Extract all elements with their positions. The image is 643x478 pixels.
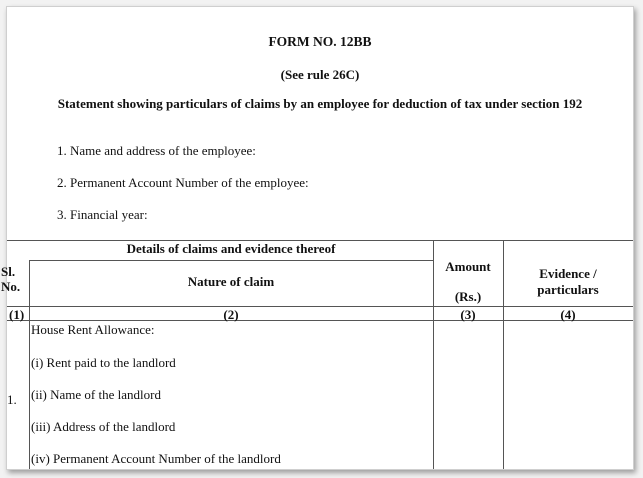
row-1-item-landlord-pan: (iv) Permanent Account Number of the landlord	[31, 451, 281, 466]
group-header-divider	[29, 260, 433, 261]
field-employee-name-address: 1. Name and address of the employee:	[57, 143, 256, 158]
form-sheet	[1, 6, 634, 470]
column-header-nature-of-claim: Nature of claim	[187, 274, 275, 289]
column-number-2: (2)	[223, 307, 239, 322]
column-number-4: (4)	[560, 307, 576, 322]
sl-column-divider	[29, 260, 30, 469]
form-statement: Statement showing particulars of claims by an employee for deduction of tax under section 192	[57, 96, 583, 111]
row-1-serial: 1.	[7, 392, 17, 407]
column-number-1: (1)	[9, 307, 25, 322]
row-1-title: House Rent Allowance:	[31, 322, 155, 337]
field-employee-pan: 2. Permanent Account Number of the employee:	[57, 175, 309, 190]
column-header-evidence: Evidence / particulars	[537, 266, 599, 297]
column-header-amount-unit: (Rs.)	[454, 289, 482, 304]
rule-reference: (See rule 26C)	[280, 67, 360, 82]
column-number-3: (3)	[460, 307, 476, 322]
row-1-item-rent-paid: (i) Rent paid to the landlord	[31, 355, 176, 370]
row-1-item-landlord-name: (ii) Name of the landlord	[31, 387, 161, 402]
column-header-sl-no: Sl. No.	[1, 264, 21, 294]
field-financial-year: 3. Financial year:	[57, 207, 148, 222]
form-title: FORM NO. 12BB	[268, 34, 372, 49]
group-header-claims-evidence: Details of claims and evidence thereof	[126, 241, 336, 256]
row-1-item-landlord-address: (iii) Address of the landlord	[31, 419, 176, 434]
column-header-amount: Amount	[445, 259, 491, 274]
